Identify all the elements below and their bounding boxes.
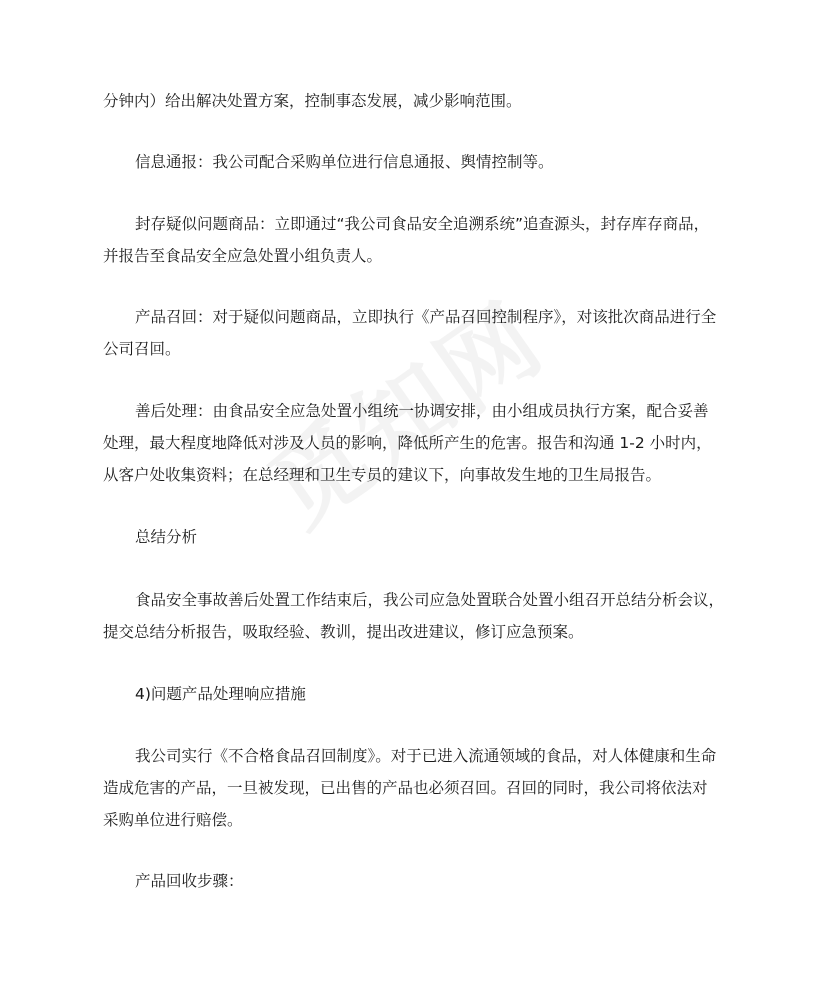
paragraph-line: 产品召回：对于疑似问题商品，立即执行《产品召回控制程序》，对该批次商品进行全 (135, 308, 717, 326)
paragraph-line: 并报告至食品安全应急处置小组负责人。 (103, 247, 383, 265)
section-heading: 4)问题产品处理响应措施 (135, 685, 306, 703)
paragraph-line: 封存疑似问题商品：立即通过“我公司食品安全追溯系统”追查源头，封存库存商品， (135, 215, 710, 233)
paragraph-line: 分钟内）给出解决处置方案，控制事态发展，减少影响范围。 (103, 92, 522, 110)
paragraph-line: 提交总结分析报告，吸取经验、教训，提出改进建议，修订应急预案。 (103, 623, 584, 641)
paragraph-line: 处理，最大程度地降低对涉及人员的影响，降低所产生的危害。报告和沟通 1-2 小时内， (103, 434, 712, 452)
paragraph-line: 我公司实行《不合格食品召回制度》。对于已进入流通领域的食品，对人体健康和生命 (135, 747, 717, 765)
section-heading: 总结分析 (135, 528, 198, 546)
paragraph-line: 从客户处收集资料；在总经理和卫生专员的建议下，向事故发生地的卫生局报告。 (103, 466, 662, 484)
section-heading: 产品回收步骤： (135, 872, 244, 890)
paragraph-line: 信息通报：我公司配合采购单位进行信息通报、舆情控制等。 (135, 153, 554, 171)
paragraph-line: 善后处理：由食品安全应急处置小组统一协调安排，由小组成员执行方案，配合妥善 (135, 402, 709, 420)
paragraph-line: 公司召回。 (103, 340, 181, 358)
paragraph-line: 采购单位进行赔偿。 (103, 811, 243, 829)
paragraph-line: 造成危害的产品，一旦被发现，已出售的产品也必须召回。召回的同时，我公司将依法对 (103, 779, 708, 797)
paragraph-line: 食品安全事故善后处置工作结束后，我公司应急处置联合处置小组召开总结分析会议， (135, 591, 725, 609)
